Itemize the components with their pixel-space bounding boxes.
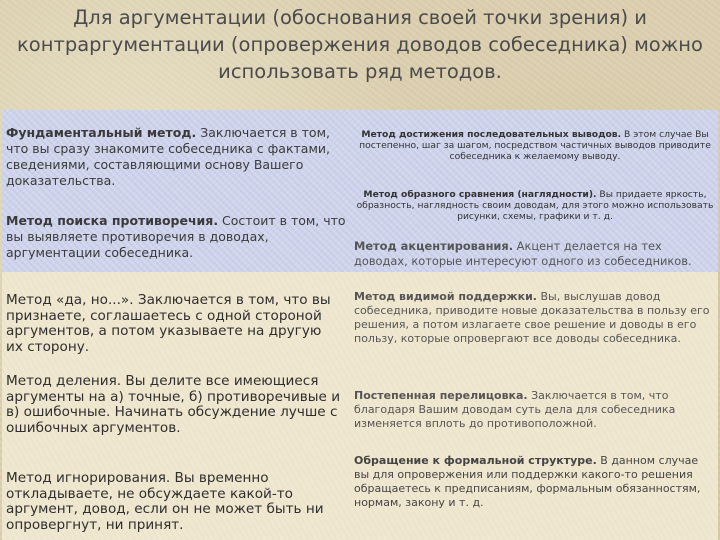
method-text: Заключается в том, что вы признаете, соглашаетесь с одной стороной аргументов, а потом указываете на другую их сторону. xyxy=(6,292,331,355)
method-text: Вы временно откладываете, не обсуждаете какой-то аргумент, довод, если он не может быть ни опровергнут, ни принят. xyxy=(6,470,324,533)
method-name: Метод деления. xyxy=(6,373,122,389)
method-name: Обращение к формальной структуре. xyxy=(354,454,597,467)
method-text: Состоит в том, что вы выявляете противоречия в доводах, аргументации собеседника. xyxy=(6,213,346,260)
method-text: Заключается в том, что благодаря Вашим доводам суть дела для собеседника изменяется вплоть до противоположной. xyxy=(354,389,676,430)
method-fundamental xyxy=(6,125,348,189)
method-division xyxy=(6,374,342,436)
method-formal xyxy=(354,454,716,510)
method-text: Вы делите все имеющиеся аргументы на а) точные, б) противоречивые и в) ошибочные. Начинать обсуждение лучше с ошибочных аргументов. xyxy=(6,373,341,436)
method-visible-support xyxy=(354,290,716,346)
method-name: Метод достижения последовательных выводов. xyxy=(361,129,622,140)
method-text: Акцент делается на тех доводах, которые интересуют одного из собеседников. xyxy=(354,239,692,268)
method-text: Вы, выслушав довод собеседника, приводите новые доказательства в пользу его решения, а потом излагаете свое решение и доводы в его пользу, которые опровергают все доводы собеседника. xyxy=(354,290,710,345)
method-yes-but xyxy=(6,293,342,355)
method-text: В этом случае Вы постепенно, шаг за шагом, посредством частичных выводов приводите собеседника к желаемому выводу. xyxy=(359,129,711,162)
method-name: Метод акцентирования. xyxy=(354,239,514,253)
method-ignoring xyxy=(6,471,342,533)
method-contradiction xyxy=(6,213,346,261)
method-text: Заключается в том, что вы сразу знакомите собеседника с фактами, сведениями, составляющими основу Вашего доказательства. xyxy=(6,125,330,188)
method-name: Метод видимой поддержки. xyxy=(354,290,537,303)
method-text: В данном случае вы для опровержения или поддержки какого-то решения обращаетесь к предписаниям, формальным обязанностям, нормам, закону и т. д. xyxy=(354,454,701,509)
method-name: Фундаментальный метод. xyxy=(6,125,197,140)
method-consecutive xyxy=(354,129,716,162)
method-comparison xyxy=(354,189,716,222)
method-name: Метод «да, но...». xyxy=(6,292,134,308)
method-name: Метод поиска противоречия. xyxy=(6,213,219,228)
method-name: Постепенная перелицовка. xyxy=(354,389,528,402)
method-name: Метод игнорирования. xyxy=(6,470,171,486)
slide-title: Для аргументации (обоснования своей точки зрения) и контраргументации (опровержения доводов собеседника) можно использовать ряд методов. xyxy=(17,6,703,83)
method-name: Метод образного сравнения (наглядности). xyxy=(363,189,597,200)
method-gradual xyxy=(354,389,716,431)
method-accent xyxy=(354,239,716,269)
method-text: Вы придаете яркость, образность, наглядность своим доводам, для этого можно использовать рисунки, схемы, графики и т. д. xyxy=(356,189,714,222)
